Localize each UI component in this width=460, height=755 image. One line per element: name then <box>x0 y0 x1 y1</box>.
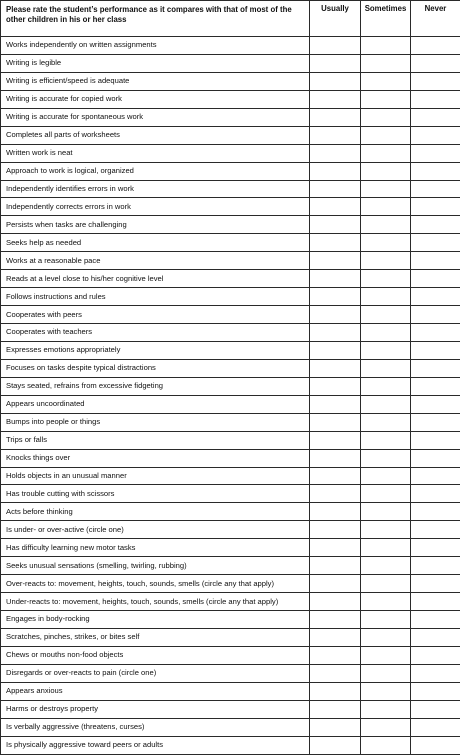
table-row <box>1 646 460 664</box>
rating-cell-never[interactable] <box>411 270 460 288</box>
rating-cell-sometimes[interactable] <box>361 72 411 90</box>
table-row <box>1 593 460 611</box>
rating-cell-sometimes[interactable] <box>361 90 411 108</box>
item-label: Is verbally aggressive (threatens, curses) <box>1 718 310 736</box>
rating-cell-never[interactable] <box>411 72 460 90</box>
item-label: Trips or falls <box>1 431 310 449</box>
rating-cell-never[interactable] <box>411 664 460 682</box>
rating-cell-never[interactable] <box>411 198 460 216</box>
table-row <box>1 72 460 90</box>
rating-cell-usually[interactable] <box>310 628 361 646</box>
rating-cell-never[interactable] <box>411 395 460 413</box>
rating-cell-usually[interactable] <box>310 700 361 718</box>
rating-cell-usually[interactable] <box>310 270 361 288</box>
item-label: Writing is accurate for spontaneous work <box>1 108 310 126</box>
item-label: Cooperates with peers <box>1 306 310 324</box>
rating-cell-usually[interactable] <box>310 37 361 55</box>
rating-cell-sometimes[interactable] <box>361 736 411 754</box>
rating-cell-usually[interactable] <box>310 252 361 270</box>
rating-cell-sometimes[interactable] <box>361 611 411 629</box>
item-label: Follows instructions and rules <box>1 288 310 306</box>
rating-cell-never[interactable] <box>411 467 460 485</box>
rating-cell-usually[interactable] <box>310 539 361 557</box>
table-row <box>1 359 460 377</box>
item-label: Stays seated, refrains from excessive fidgeting <box>1 377 310 395</box>
table-row <box>1 718 460 736</box>
item-label: Writing is legible <box>1 54 310 72</box>
rating-cell-usually[interactable] <box>310 341 361 359</box>
rating-cell-sometimes[interactable] <box>361 54 411 72</box>
rating-cell-sometimes[interactable] <box>361 485 411 503</box>
table-row <box>1 198 460 216</box>
rating-cell-sometimes[interactable] <box>361 413 411 431</box>
rating-cell-sometimes[interactable] <box>361 431 411 449</box>
rating-cell-sometimes[interactable] <box>361 162 411 180</box>
item-label: Expresses emotions appropriately <box>1 341 310 359</box>
item-label: Over-reacts to: movement, heights, touch, sounds, smells (circle any that apply) <box>1 575 310 593</box>
item-label: Writing is efficient/speed is adequate <box>1 72 310 90</box>
rating-cell-sometimes[interactable] <box>361 37 411 55</box>
table-row <box>1 288 460 306</box>
rating-cell-usually[interactable] <box>310 234 361 252</box>
item-label: Completes all parts of worksheets <box>1 126 310 144</box>
table-row <box>1 324 460 342</box>
rating-cell-usually[interactable] <box>310 377 361 395</box>
rating-cell-never[interactable] <box>411 521 460 539</box>
item-label: Engages in body-rocking <box>1 611 310 629</box>
rating-cell-usually[interactable] <box>310 288 361 306</box>
column-usually: Usually <box>310 1 361 37</box>
rating-cell-usually[interactable] <box>310 144 361 162</box>
rating-cell-sometimes[interactable] <box>361 216 411 234</box>
table-row <box>1 628 460 646</box>
rating-cell-sometimes[interactable] <box>361 377 411 395</box>
table-row <box>1 90 460 108</box>
rating-cell-usually[interactable] <box>310 503 361 521</box>
rating-cell-usually[interactable] <box>310 198 361 216</box>
table-row <box>1 503 460 521</box>
rating-cell-never[interactable] <box>411 628 460 646</box>
rating-cell-never[interactable] <box>411 377 460 395</box>
rating-cell-usually[interactable] <box>310 324 361 342</box>
rating-cell-sometimes[interactable] <box>361 575 411 593</box>
rating-cell-never[interactable] <box>411 593 460 611</box>
table-row <box>1 431 460 449</box>
table-row <box>1 682 460 700</box>
rating-cell-never[interactable] <box>411 288 460 306</box>
rating-cell-usually[interactable] <box>310 180 361 198</box>
rating-cell-sometimes[interactable] <box>361 646 411 664</box>
table-row <box>1 664 460 682</box>
rating-cell-never[interactable] <box>411 162 460 180</box>
item-label: Cooperates with teachers <box>1 324 310 342</box>
rating-cell-sometimes[interactable] <box>361 503 411 521</box>
table-row <box>1 234 460 252</box>
table-row <box>1 611 460 629</box>
rating-cell-never[interactable] <box>411 700 460 718</box>
table-row <box>1 449 460 467</box>
rating-cell-never[interactable] <box>411 180 460 198</box>
rating-cell-sometimes[interactable] <box>361 234 411 252</box>
rating-cell-sometimes[interactable] <box>361 449 411 467</box>
rating-cell-sometimes[interactable] <box>361 306 411 324</box>
rating-cell-never[interactable] <box>411 54 460 72</box>
table-row <box>1 467 460 485</box>
item-label: Works independently on written assignments <box>1 37 310 55</box>
rating-cell-never[interactable] <box>411 503 460 521</box>
rating-cell-sometimes[interactable] <box>361 395 411 413</box>
rating-cell-usually[interactable] <box>310 646 361 664</box>
rating-cell-sometimes[interactable] <box>361 539 411 557</box>
rating-cell-usually[interactable] <box>310 593 361 611</box>
rating-prompt: Please rate the student’s performance as it compares with that of most of the other children in his or her class <box>1 1 310 37</box>
rating-cell-usually[interactable] <box>310 126 361 144</box>
rating-cell-never[interactable] <box>411 611 460 629</box>
rating-cell-usually[interactable] <box>310 395 361 413</box>
item-label: Knocks things over <box>1 449 310 467</box>
rating-cell-sometimes[interactable] <box>361 252 411 270</box>
rating-cell-sometimes[interactable] <box>361 521 411 539</box>
item-label: Bumps into people or things <box>1 413 310 431</box>
rating-cell-usually[interactable] <box>310 413 361 431</box>
column-sometimes: Sometimes <box>361 1 411 37</box>
item-label: Has difficulty learning new motor tasks <box>1 539 310 557</box>
rating-cell-sometimes[interactable] <box>361 180 411 198</box>
item-label: Focuses on tasks despite typical distractions <box>1 359 310 377</box>
rating-cell-never[interactable] <box>411 736 460 754</box>
table-row <box>1 162 460 180</box>
rating-cell-usually[interactable] <box>310 467 361 485</box>
table-row <box>1 54 460 72</box>
rating-cell-sometimes[interactable] <box>361 144 411 162</box>
rating-cell-usually[interactable] <box>310 718 361 736</box>
rating-cell-sometimes[interactable] <box>361 628 411 646</box>
table-row <box>1 521 460 539</box>
rating-cell-never[interactable] <box>411 539 460 557</box>
rating-cell-usually[interactable] <box>310 108 361 126</box>
rating-cell-never[interactable] <box>411 324 460 342</box>
rating-cell-usually[interactable] <box>310 557 361 575</box>
rating-cell-usually[interactable] <box>310 485 361 503</box>
rating-cell-never[interactable] <box>411 718 460 736</box>
rating-cell-never[interactable] <box>411 252 460 270</box>
rating-cell-usually[interactable] <box>310 449 361 467</box>
rating-cell-usually[interactable] <box>310 611 361 629</box>
rating-cell-sometimes[interactable] <box>361 108 411 126</box>
header-row <box>1 1 460 37</box>
table-row <box>1 252 460 270</box>
rating-cell-sometimes[interactable] <box>361 664 411 682</box>
item-label: Independently corrects errors in work <box>1 198 310 216</box>
item-label: Under-reacts to: movement, heights, touch, sounds, smells (circle any that apply) <box>1 593 310 611</box>
rating-cell-sometimes[interactable] <box>361 270 411 288</box>
item-label: Has trouble cutting with scissors <box>1 485 310 503</box>
item-label: Appears uncoordinated <box>1 395 310 413</box>
table-row <box>1 306 460 324</box>
table-row <box>1 270 460 288</box>
table-row <box>1 144 460 162</box>
rating-cell-never[interactable] <box>411 234 460 252</box>
rating-cell-never[interactable] <box>411 682 460 700</box>
item-label: Seeks unusual sensations (smelling, twirling, rubbing) <box>1 557 310 575</box>
rating-cell-usually[interactable] <box>310 162 361 180</box>
column-never: Never <box>411 1 460 37</box>
rating-cell-never[interactable] <box>411 485 460 503</box>
rating-cell-sometimes[interactable] <box>361 341 411 359</box>
rating-cell-never[interactable] <box>411 306 460 324</box>
item-label: Persists when tasks are challenging <box>1 216 310 234</box>
rating-cell-never[interactable] <box>411 359 460 377</box>
item-label: Seeks help as needed <box>1 234 310 252</box>
item-label: Acts before thinking <box>1 503 310 521</box>
rating-cell-sometimes[interactable] <box>361 359 411 377</box>
item-rows <box>1 37 460 755</box>
table-row <box>1 539 460 557</box>
rating-cell-never[interactable] <box>411 413 460 431</box>
item-label: Approach to work is logical, organized <box>1 162 310 180</box>
rating-cell-never[interactable] <box>411 449 460 467</box>
table-row <box>1 485 460 503</box>
rating-cell-sometimes[interactable] <box>361 198 411 216</box>
rating-cell-never[interactable] <box>411 144 460 162</box>
table-row <box>1 700 460 718</box>
rating-cell-never[interactable] <box>411 557 460 575</box>
table-row <box>1 37 460 55</box>
rating-cell-usually[interactable] <box>310 72 361 90</box>
rating-cell-usually[interactable] <box>310 521 361 539</box>
table-row <box>1 341 460 359</box>
rating-cell-never[interactable] <box>411 341 460 359</box>
table-row <box>1 216 460 234</box>
item-label: Independently identifies errors in work <box>1 180 310 198</box>
item-label: Holds objects in an unusual manner <box>1 467 310 485</box>
item-label: Scratches, pinches, strikes, or bites self <box>1 628 310 646</box>
rating-cell-sometimes[interactable] <box>361 718 411 736</box>
rating-cell-never[interactable] <box>411 108 460 126</box>
rating-cell-usually[interactable] <box>310 575 361 593</box>
item-label: Writing is accurate for copied work <box>1 90 310 108</box>
item-label: Is under- or over-active (circle one) <box>1 521 310 539</box>
rating-cell-sometimes[interactable] <box>361 700 411 718</box>
rating-cell-usually[interactable] <box>310 359 361 377</box>
rating-cell-usually[interactable] <box>310 431 361 449</box>
table-row <box>1 413 460 431</box>
rating-cell-never[interactable] <box>411 575 460 593</box>
rating-cell-sometimes[interactable] <box>361 593 411 611</box>
table-row <box>1 126 460 144</box>
rating-cell-never[interactable] <box>411 37 460 55</box>
rating-cell-usually[interactable] <box>310 736 361 754</box>
rating-cell-usually[interactable] <box>310 90 361 108</box>
rating-cell-never[interactable] <box>411 216 460 234</box>
item-label: Appears anxious <box>1 682 310 700</box>
item-label: Disregards or over-reacts to pain (circle one) <box>1 664 310 682</box>
table-row <box>1 377 460 395</box>
table-row <box>1 395 460 413</box>
table-row <box>1 557 460 575</box>
rating-cell-sometimes[interactable] <box>361 557 411 575</box>
item-label: Harms or destroys property <box>1 700 310 718</box>
rating-cell-sometimes[interactable] <box>361 288 411 306</box>
rating-cell-never[interactable] <box>411 126 460 144</box>
rating-cell-sometimes[interactable] <box>361 324 411 342</box>
rating-cell-sometimes[interactable] <box>361 126 411 144</box>
item-label: Chews or mouths non-food objects <box>1 646 310 664</box>
rating-cell-never[interactable] <box>411 431 460 449</box>
rating-cell-usually[interactable] <box>310 54 361 72</box>
rating-cell-sometimes[interactable] <box>361 682 411 700</box>
rating-cell-usually[interactable] <box>310 306 361 324</box>
rating-cell-sometimes[interactable] <box>361 467 411 485</box>
rating-cell-usually[interactable] <box>310 216 361 234</box>
item-label: Works at a reasonable pace <box>1 252 310 270</box>
item-label: Reads at a level close to his/her cognitive level <box>1 270 310 288</box>
table-row <box>1 736 460 754</box>
table-row <box>1 180 460 198</box>
rating-cell-never[interactable] <box>411 646 460 664</box>
rating-cell-usually[interactable] <box>310 682 361 700</box>
item-label: Written work is neat <box>1 144 310 162</box>
table-row <box>1 108 460 126</box>
rating-cell-usually[interactable] <box>310 664 361 682</box>
table-row <box>1 575 460 593</box>
item-label: Is physically aggressive toward peers or adults <box>1 736 310 754</box>
rating-cell-never[interactable] <box>411 90 460 108</box>
